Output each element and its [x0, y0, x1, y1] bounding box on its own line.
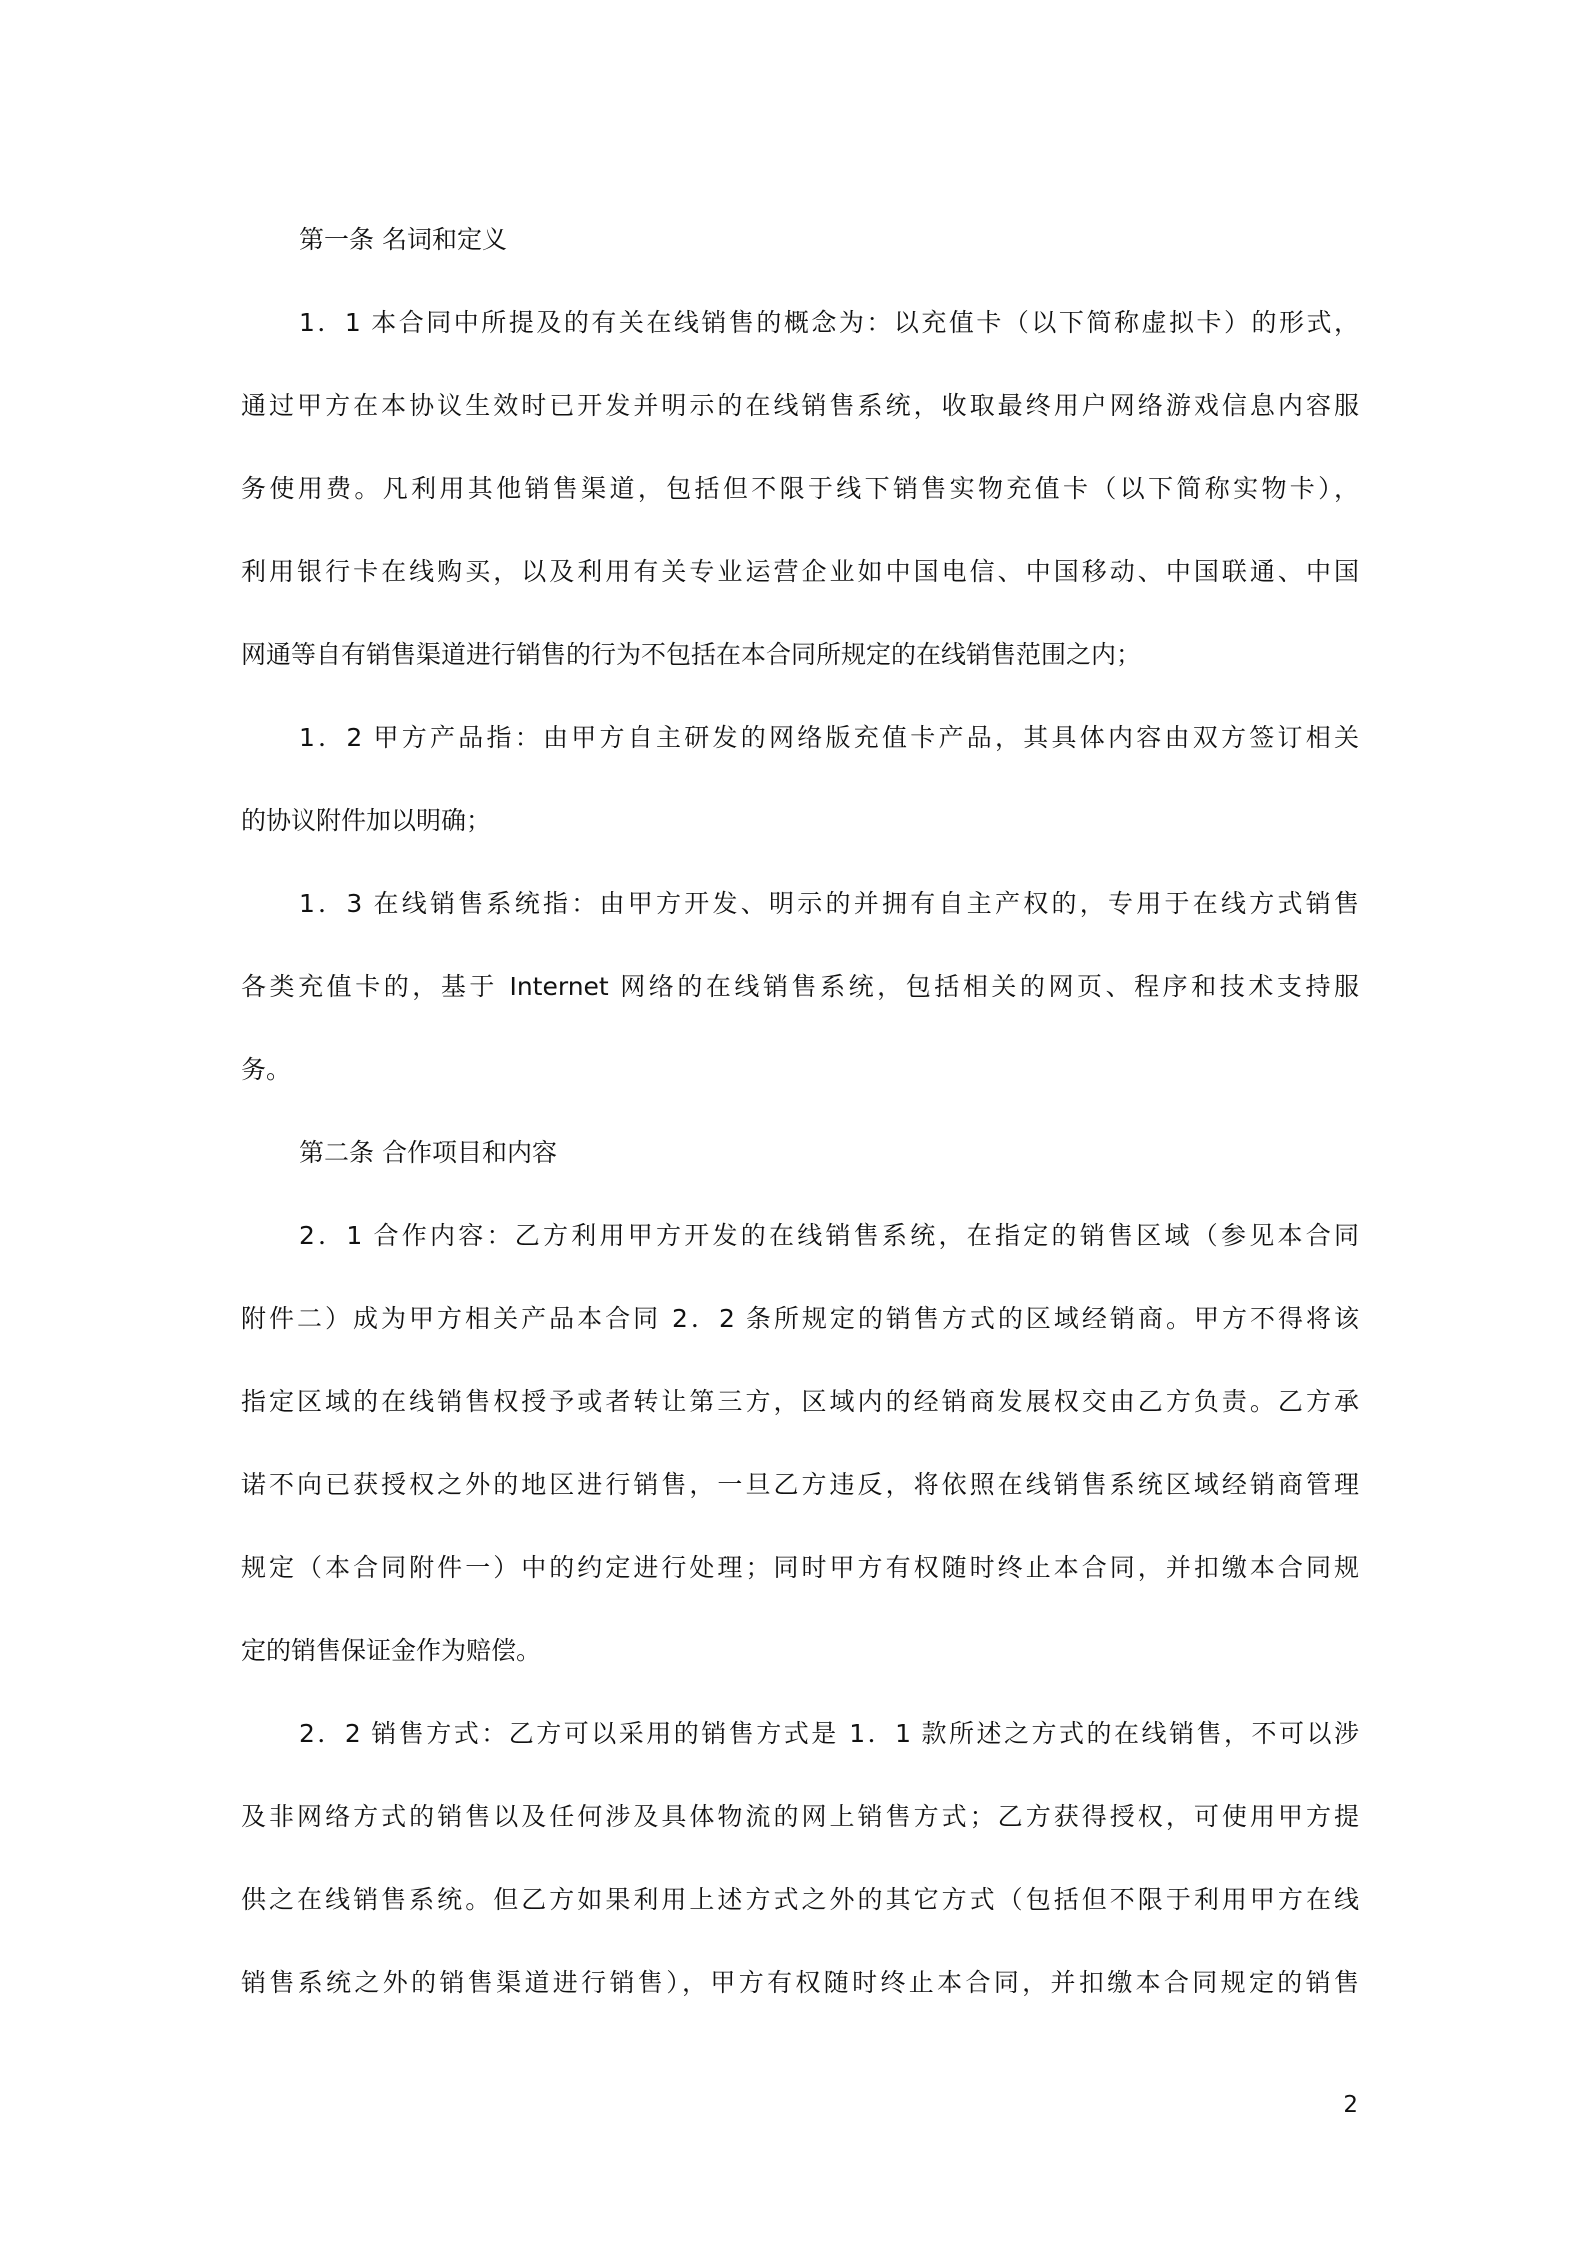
section-heading: 第一条 名词和定义: [299, 225, 507, 254]
paragraph-line: 供之在线销售系统。但乙方如果利用上述方式之外的其它方式（包括但不限于利用甲方在线: [241, 1885, 1359, 1914]
paragraph-line: 网通等自有销售渠道进行销售的行为不包括在本合同所规定的在线销售范围之内；: [241, 640, 1142, 669]
section-heading: 第二条 合作项目和内容: [299, 1138, 557, 1167]
document-body: [241, 198, 1359, 2024]
paragraph-line: 利用银行卡在线购买，以及利用有关专业运营企业如中国电信、中国移动、中国联通、中国: [241, 557, 1359, 586]
paragraph-2-2: [241, 1692, 1359, 2024]
paragraph-line: 务使用费。凡利用其他销售渠道，包括但不限于线下销售实物充值卡（以下简称实物卡），: [241, 474, 1359, 503]
paragraph-line: 2．2 销售方式：乙方可以采用的销售方式是 1．1 款所述之方式的在线销售，不可以涉: [299, 1719, 1359, 1748]
paragraph-line: 1．3 在线销售系统指：由甲方开发、明示的并拥有自主产权的，专用于在线方式销售: [299, 889, 1359, 918]
page-number: 2: [1343, 2092, 1358, 2118]
paragraph-line: 及非网络方式的销售以及任何涉及具体物流的网上销售方式；乙方获得授权，可使用甲方提: [241, 1802, 1359, 1831]
section-1: [241, 198, 1359, 1111]
paragraph-line: 指定区域的在线销售权授予或者转让第三方，区域内的经销商发展权交由乙方负责。乙方承: [241, 1387, 1359, 1416]
section-2: [241, 1111, 1359, 2024]
paragraph-line: 定的销售保证金作为赔偿。: [241, 1636, 542, 1665]
paragraph-1-1: [241, 281, 1359, 696]
paragraph-line: 2．1 合作内容：乙方利用甲方开发的在线销售系统，在指定的销售区域（参见本合同: [299, 1221, 1359, 1250]
paragraph-line: 通过甲方在本协议生效时已开发并明示的在线销售系统，收取最终用户网络游戏信息内容服: [241, 391, 1359, 420]
paragraph-1-3: [241, 862, 1359, 1111]
paragraph-line: 诺不向已获授权之外的地区进行销售，一旦乙方违反，将依照在线销售系统区域经销商管理: [241, 1470, 1359, 1499]
paragraph-2-1: [241, 1194, 1359, 1692]
paragraph-line: 务。: [241, 1055, 292, 1084]
paragraph-line: 附件二）成为甲方相关产品本合同 2．2 条所规定的销售方式的区域经销商。甲方不得将该: [241, 1304, 1359, 1333]
paragraph-line: 销售系统之外的销售渠道进行销售），甲方有权随时终止本合同，并扣缴本合同规定的销售: [241, 1968, 1359, 1997]
paragraph-line: 的协议附件加以明确；: [241, 806, 492, 835]
paragraph-line: 1．2 甲方产品指：由甲方自主研发的网络版充值卡产品，其具体内容由双方签订相关: [299, 723, 1359, 752]
paragraph-line: 各类充值卡的，基于 Internet 网络的在线销售系统，包括相关的网页、程序和技术支持服: [241, 972, 1359, 1001]
paragraph-line: 规定（本合同附件一）中的约定进行处理；同时甲方有权随时终止本合同，并扣缴本合同规: [241, 1553, 1359, 1582]
paragraph-1-2: [241, 696, 1359, 862]
paragraph-line: 1．1 本合同中所提及的有关在线销售的概念为：以充值卡（以下简称虚拟卡）的形式，: [299, 308, 1359, 337]
